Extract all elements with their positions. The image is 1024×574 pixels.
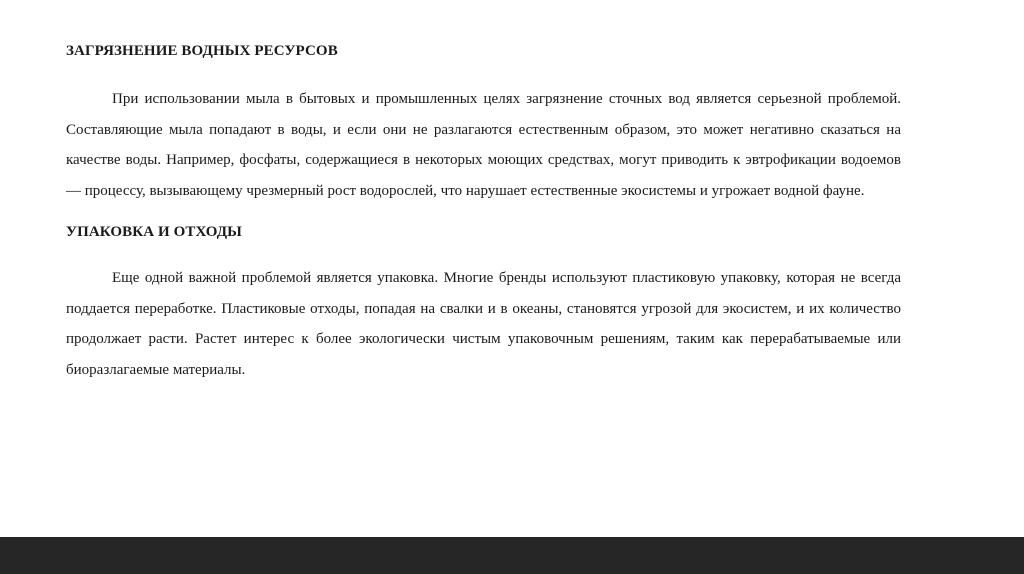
section-heading-water-pollution: ЗАГРЯЗНЕНИЕ ВОДНЫХ РЕСУРСОВ: [66, 43, 338, 59]
section-paragraph-water-pollution: При использовании мыла в бытовых и промышленных целях загрязнение сточных вод является серьезной проблемой. Составляющие мыла попадают в воды, и если они не разлагаются естественным образом, это может негативно сказаться на качестве воды. Например, фосфаты, содержащиеся в некоторых моющих средствах, могут приводить к эвтрофикации водоемов — процессу, вызывающему чрезмерный рост водорослей, что нарушает естественные экосистемы и угрожает водной фауне.: [66, 91, 901, 200]
section-heading-packaging-waste: УПАКОВКА И ОТХОДЫ: [66, 223, 242, 240]
viewer-bottom-bar: [0, 537, 1024, 574]
document-content: [66, 41, 901, 386]
section-paragraph-packaging-waste: Еще одной важной проблемой является упаковка. Многие бренды используют пластиковую упаковку, которая не всегда поддается переработке. Пластиковые отходы, попадая на свалки и в океаны, становятся угрозой для экосистем, и их количество продолжает расти. Растет интерес к более экологически чистым упаковочным решениям, таким как перерабатываемые или биоразлагаемые материалы.: [66, 269, 901, 378]
